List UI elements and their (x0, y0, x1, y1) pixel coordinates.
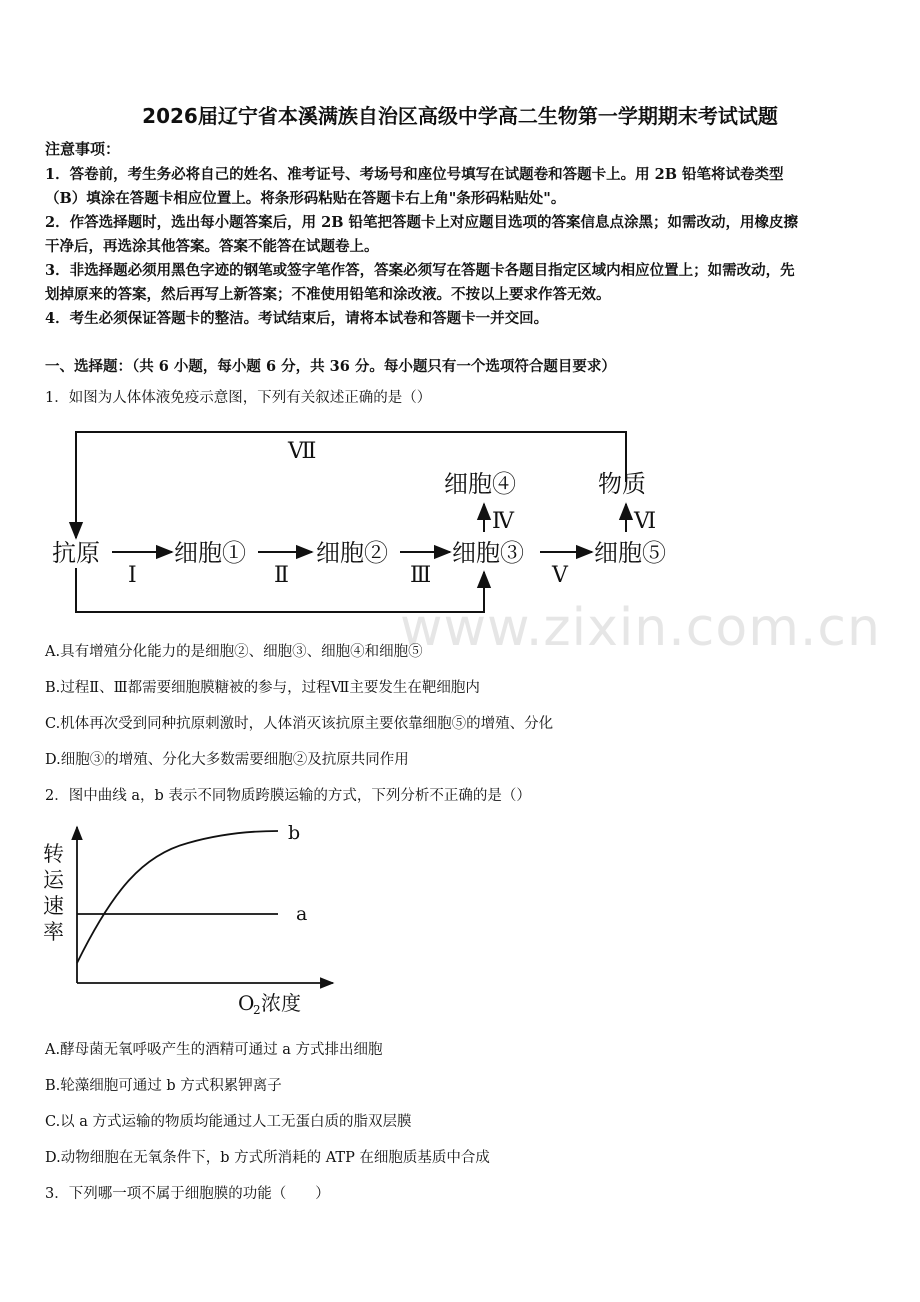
notice-line-1: 1．答卷前，考生务必将自己的姓名、准考证号、考场号和座位号填写在试题卷和答题卡上。用 2B 铅笔将试卷类型 (45, 166, 784, 183)
xlabel-sub: 2 (253, 1003, 261, 1017)
process-ii: Ⅱ (274, 563, 289, 588)
ylabel-char-2: 运 (43, 868, 64, 892)
q1-option-b[interactable]: B.过程Ⅱ、Ⅲ都需要细胞膜糖被的参与，过程Ⅶ主要发生在靶细胞内 (45, 680, 480, 696)
immune-diagram (40, 420, 720, 625)
cell3-label: 细胞③ (452, 539, 524, 567)
ylabel-char-4: 率 (43, 920, 64, 944)
curve-b (77, 831, 278, 963)
q2-option-d[interactable]: D.动物细胞在无氧条件下，b 方式所消耗的 ATP 在细胞质基质中合成 (45, 1150, 490, 1166)
notice-heading: 注意事项： (45, 140, 121, 158)
cell2-label: 细胞② (316, 539, 388, 567)
process-vii: Ⅶ (288, 439, 317, 464)
q1-stem: 1．如图为人体体液免疫示意图，下列有关叙述正确的是（） (45, 390, 432, 406)
process-iii: Ⅲ (410, 563, 432, 588)
process-iv: Ⅳ (492, 509, 514, 534)
process-i: Ⅰ (128, 563, 137, 588)
notice-line-2: （B）填涂在答题卡相应位置上。将条形码粘贴在答题卡右上角"条形码粘贴处"。 (45, 190, 566, 207)
section-heading: 一、选择题：（共 6 小题，每小题 6 分，共 36 分。每小题只有一个选项符合题目要求） (45, 358, 616, 375)
q1-option-a[interactable]: A.具有增殖分化能力的是细胞②、细胞③、细胞④和细胞⑤ (45, 644, 423, 660)
ylabel-char-1: 转 (43, 842, 64, 866)
transport-chart (38, 815, 338, 1020)
antigen-label: 抗原 (52, 539, 100, 567)
q3-stem: 3．下列哪一项不属于细胞膜的功能（ ） (45, 1186, 330, 1202)
notice-line-7: 4．考生必须保证答题卡的整洁。考试结束后，请将本试卷和答题卡一并交回。 (45, 310, 549, 327)
substance-label: 物质 (598, 470, 646, 498)
q1-option-c[interactable]: C.机体再次受到同种抗原刺激时，人体消灭该抗原主要依靠细胞⑤的增殖、分化 (45, 716, 554, 732)
q2-option-b[interactable]: B.轮藻细胞可通过 b 方式积累钾离子 (45, 1078, 282, 1094)
xlabel-rest: 浓度 (261, 991, 301, 1015)
watermark: www.zixin.com.cn (400, 598, 881, 658)
q2-option-c[interactable]: C.以 a 方式运输的物质均能通过人工无蛋白质的脂双层膜 (45, 1114, 412, 1130)
notice-line-6: 划掉原来的答案，然后再写上新答案；不准使用铅笔和涂改液。不按以上要求作答无效。 (45, 286, 611, 303)
notice-line-4: 干净后，再选涂其他答案。答案不能答在试题卷上。 (45, 238, 379, 255)
cell1-label: 细胞① (174, 539, 246, 567)
q2-stem: 2．图中曲线 a，b 表示不同物质跨膜运输的方式，下列分析不正确的是（） (45, 788, 531, 804)
curve-a-label: a (296, 903, 308, 925)
cell4-label: 细胞④ (444, 470, 516, 498)
notice-line-3: 2．作答选择题时，选出每小题答案后，用 2B 铅笔把答题卡上对应题目选项的答案信息点涂黑；如需改动，用橡皮擦 (45, 214, 799, 231)
q2-option-a[interactable]: A.酵母菌无氧呼吸产生的酒精可通过 a 方式排出细胞 (45, 1042, 383, 1058)
q1-option-d[interactable]: D.细胞③的增殖、分化大多数需要细胞②及抗原共同作用 (45, 752, 409, 768)
page-title: 2026届辽宁省本溪满族自治区高级中学高二生物第一学期期末考试试题 (142, 104, 778, 128)
process-vi: Ⅵ (634, 509, 657, 534)
ylabel-char-3: 速 (43, 894, 64, 918)
xlabel-o: O (238, 991, 255, 1015)
notice-line-5: 3．非选择题必须用黑色字迹的钢笔或签字笔作答，答案必须写在答题卡各题目指定区域内相应位置上；如需改动，先 (45, 262, 795, 279)
cell5-label: 细胞⑤ (594, 539, 666, 567)
curve-b-label: b (288, 822, 301, 844)
process-v: Ⅴ (552, 563, 568, 588)
arrow-vii (76, 432, 626, 538)
